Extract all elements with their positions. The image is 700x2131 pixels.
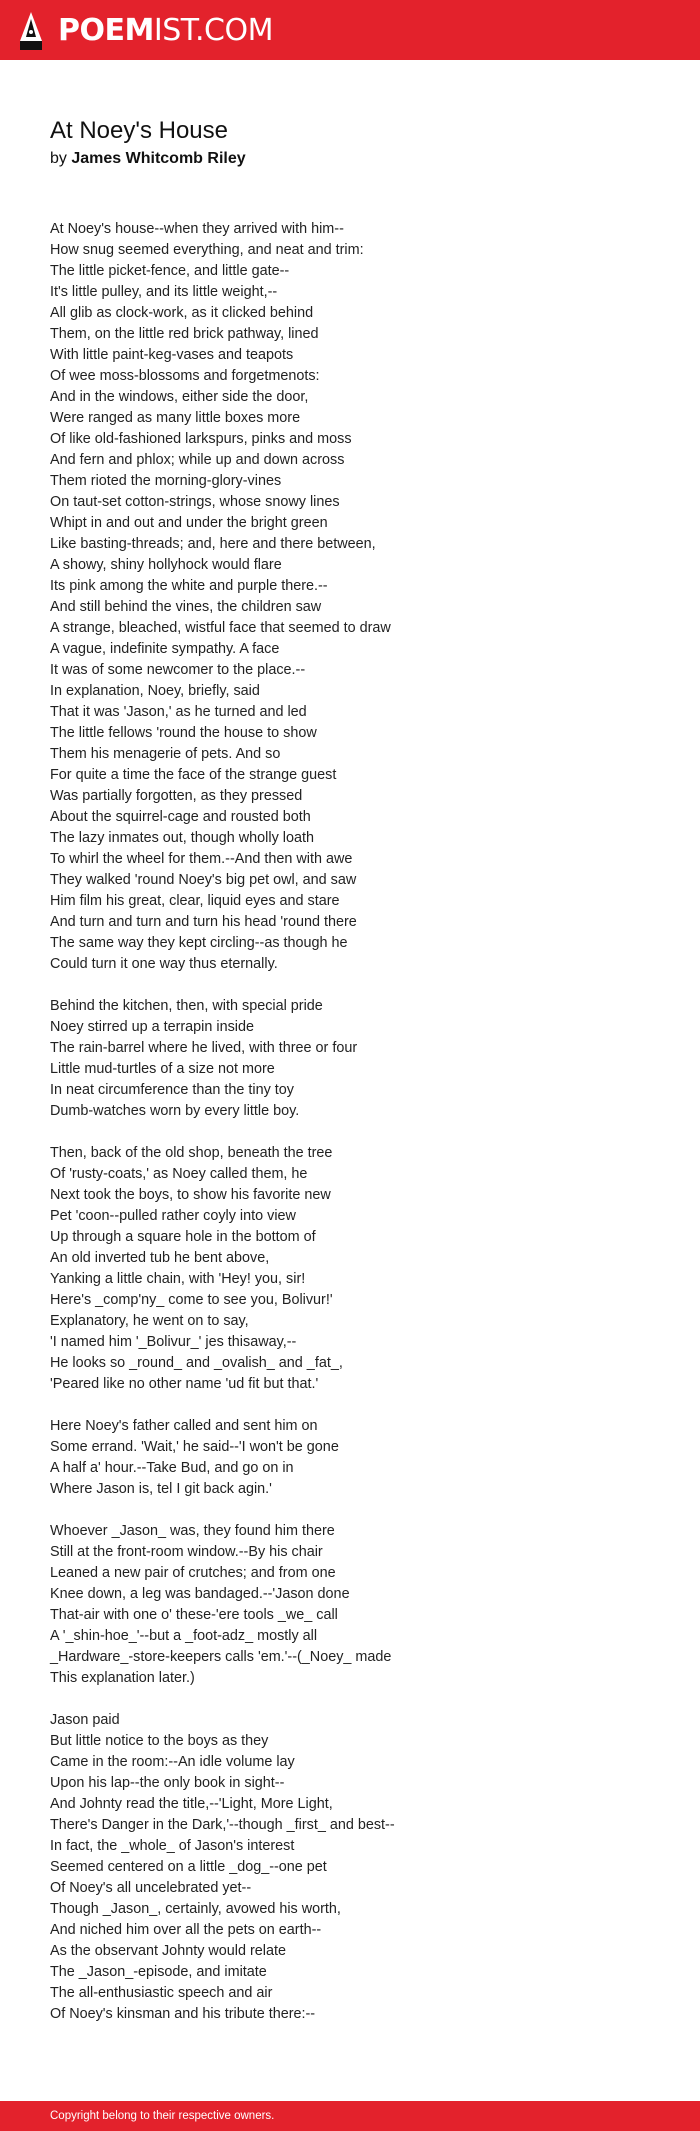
poem-line: A '_shin-hoe_'--but a _foot-adz_ mostly all: [50, 1628, 318, 1644]
poem-line: Of wee moss-blossoms and forgetmenots:: [50, 368, 320, 384]
poem-body: [50, 219, 670, 2046]
poem-line: How snug seemed everything, and neat and trim:: [50, 242, 364, 258]
poem-line: All glib as clock-work, as it clicked behind: [50, 305, 314, 321]
poem-line: The lazy inmates out, though wholly loath: [50, 830, 314, 846]
poem-line: In explanation, Noey, briefly, said: [50, 683, 260, 699]
poem-stanza: [50, 996, 670, 1122]
poem-line: At Noey's house--when they arrived with him--: [50, 221, 344, 237]
poem-line: Leaned a new pair of crutches; and from one: [50, 1565, 336, 1581]
poem-line: Though _Jason_, certainly, avowed his worth,: [50, 1901, 341, 1917]
poem-line: The all-enthusiastic speech and air: [50, 1985, 273, 2001]
poem-line: 'Peared like no other name 'ud fit but that.': [50, 1376, 319, 1392]
poem-line: Was partially forgotten, as they pressed: [50, 788, 303, 804]
poem-line: Like basting-threads; and, here and there between,: [50, 536, 376, 552]
poem-line: Were ranged as many little boxes more: [50, 410, 301, 426]
poem-stanza: [50, 1710, 670, 2025]
poem-title: At Noey's House: [50, 117, 228, 144]
poem-line: Of Noey's kinsman and his tribute there:--: [50, 2006, 316, 2022]
poem-stanza: [50, 1416, 670, 1500]
poem-line: Pet 'coon--pulled rather coyly into view: [50, 1208, 296, 1224]
poem-line: Them, on the little red brick pathway, lined: [50, 326, 319, 342]
poem-line: Here Noey's father called and sent him on: [50, 1418, 318, 1434]
brand-strong: POEM: [58, 13, 154, 48]
poem-line: And Johnty read the title,--'Light, More Light,: [50, 1796, 333, 1812]
poem-line: Its pink among the white and purple there.--: [50, 578, 328, 594]
poem-stanza: [50, 219, 670, 975]
poem-line: About the squirrel-cage and rousted both: [50, 809, 311, 825]
poem-line: Here's _comp'ny_ come to see you, Bolivur!': [50, 1292, 333, 1308]
poem-line: That-air with one o' these-'ere tools _we_ call: [50, 1607, 338, 1623]
poem-line: Of Noey's all uncelebrated yet--: [50, 1880, 252, 1896]
poem-line: And in the windows, either side the door,: [50, 389, 309, 405]
copyright-notice: Copyright belong to their respective owners.: [50, 2110, 275, 2122]
poem-line: A showy, shiny hollyhock would flare: [50, 557, 282, 573]
poem-line: In neat circumference than the tiny toy: [50, 1082, 294, 1098]
site-logo[interactable]: [18, 11, 273, 51]
poem-line: The _Jason_-episode, and imitate: [50, 1964, 267, 1980]
poem-line: Seemed centered on a little _dog_--one pet: [50, 1859, 327, 1875]
poem-line: To whirl the wheel for them.--And then with awe: [50, 851, 353, 867]
poem-line: Jason paid: [50, 1712, 120, 1728]
poem-line: Next took the boys, to show his favorite new: [50, 1187, 331, 1203]
poem-line: The same way they kept circling--as though he: [50, 935, 348, 951]
poem-line: Noey stirred up a terrapin inside: [50, 1019, 254, 1035]
poem-stanza: [50, 1521, 670, 1689]
poem-line: A strange, bleached, wistful face that seemed to draw: [50, 620, 391, 636]
poem-line: Could turn it one way thus eternally.: [50, 956, 278, 972]
poem-line: Of like old-fashioned larkspurs, pinks and moss: [50, 431, 352, 447]
site-header: [0, 0, 700, 60]
poem-stanza: [50, 1143, 670, 1395]
poem-line: Still at the front-room window.--By his chair: [50, 1544, 323, 1560]
poem-line: But little notice to the boys as they: [50, 1733, 269, 1749]
poem-line: He looks so _round_ and _ovalish_ and _fat_,: [50, 1355, 343, 1371]
poem-line: Behind the kitchen, then, with special pride: [50, 998, 323, 1014]
poem-line: Little mud-turtles of a size not more: [50, 1061, 275, 1077]
poem-line: Explanatory, he went on to say,: [50, 1313, 249, 1329]
pen-nib-icon: [18, 11, 44, 51]
poem-line: The rain-barrel where he lived, with three or four: [50, 1040, 358, 1056]
poem-line: In fact, the _whole_ of Jason's interest: [50, 1838, 295, 1854]
poem-line: As the observant Johnty would relate: [50, 1943, 286, 1959]
poem-line: For quite a time the face of the strange guest: [50, 767, 337, 783]
poem-line: A vague, indefinite sympathy. A face: [50, 641, 280, 657]
poem-line: Where Jason is, tel I git back agin.': [50, 1481, 272, 1497]
poem-line: On taut-set cotton-strings, whose snowy lines: [50, 494, 340, 510]
poem-line: Then, back of the old shop, beneath the tree: [50, 1145, 333, 1161]
poem-line: Upon his lap--the only book in sight--: [50, 1775, 285, 1791]
poem-line: And still behind the vines, the children saw: [50, 599, 322, 615]
by-label: by: [50, 150, 67, 167]
brand-light: IST.COM: [153, 13, 273, 48]
poem-line: They walked 'round Noey's big pet owl, and saw: [50, 872, 357, 888]
poem-author[interactable]: James Whitcomb Riley: [71, 150, 246, 167]
poem-line: And turn and turn and turn his head 'round there: [50, 914, 357, 930]
poem-line: _Hardware_-store-keepers calls 'em.'--(_Noey_ made: [50, 1649, 392, 1665]
site-brand: [58, 11, 273, 51]
poem-line: Whoever _Jason_ was, they found him there: [50, 1523, 335, 1539]
poem-line: And fern and phlox; while up and down across: [50, 452, 345, 468]
poem-line: This explanation later.): [50, 1670, 195, 1686]
poem-line: Dumb-watches worn by every little boy.: [50, 1103, 300, 1119]
poem-line: It was of some newcomer to the place.--: [50, 662, 306, 678]
poem-line: Whipt in and out and under the bright green: [50, 515, 328, 531]
poem-line: Of 'rusty-coats,' as Noey called them, he: [50, 1166, 308, 1182]
poem-line: Him film his great, clear, liquid eyes and stare: [50, 893, 340, 909]
poem-line: It's little pulley, and its little weight,--: [50, 284, 278, 300]
site-footer: [0, 2101, 700, 2131]
poem-line: And niched him over all the pets on earth--: [50, 1922, 322, 1938]
poem-line: Yanking a little chain, with 'Hey! you, sir!: [50, 1271, 306, 1287]
poem-line: Them his menagerie of pets. And so: [50, 746, 281, 762]
poem-line: That it was 'Jason,' as he turned and led: [50, 704, 307, 720]
poem-line: Up through a square hole in the bottom of: [50, 1229, 316, 1245]
poem-line: The little fellows 'round the house to show: [50, 725, 317, 741]
poem-byline: [50, 148, 246, 170]
poem-line: An old inverted tub he bent above,: [50, 1250, 270, 1266]
poem-line: There's Danger in the Dark,'--though _first_ and best--: [50, 1817, 395, 1833]
poem-line: Came in the room:--An idle volume lay: [50, 1754, 295, 1770]
poem-line: 'I named him '_Bolivur_' jes thisaway,--: [50, 1334, 297, 1350]
poem-line: A half a' hour.--Take Bud, and go on in: [50, 1460, 294, 1476]
poem-line: Knee down, a leg was bandaged.--'Jason done: [50, 1586, 350, 1602]
poem-line: The little picket-fence, and little gate--: [50, 263, 290, 279]
poem-line: With little paint-keg-vases and teapots: [50, 347, 294, 363]
poem-line: Them rioted the morning-glory-vines: [50, 473, 282, 489]
poem-line: Some errand. 'Wait,' he said--'I won't be gone: [50, 1439, 339, 1455]
